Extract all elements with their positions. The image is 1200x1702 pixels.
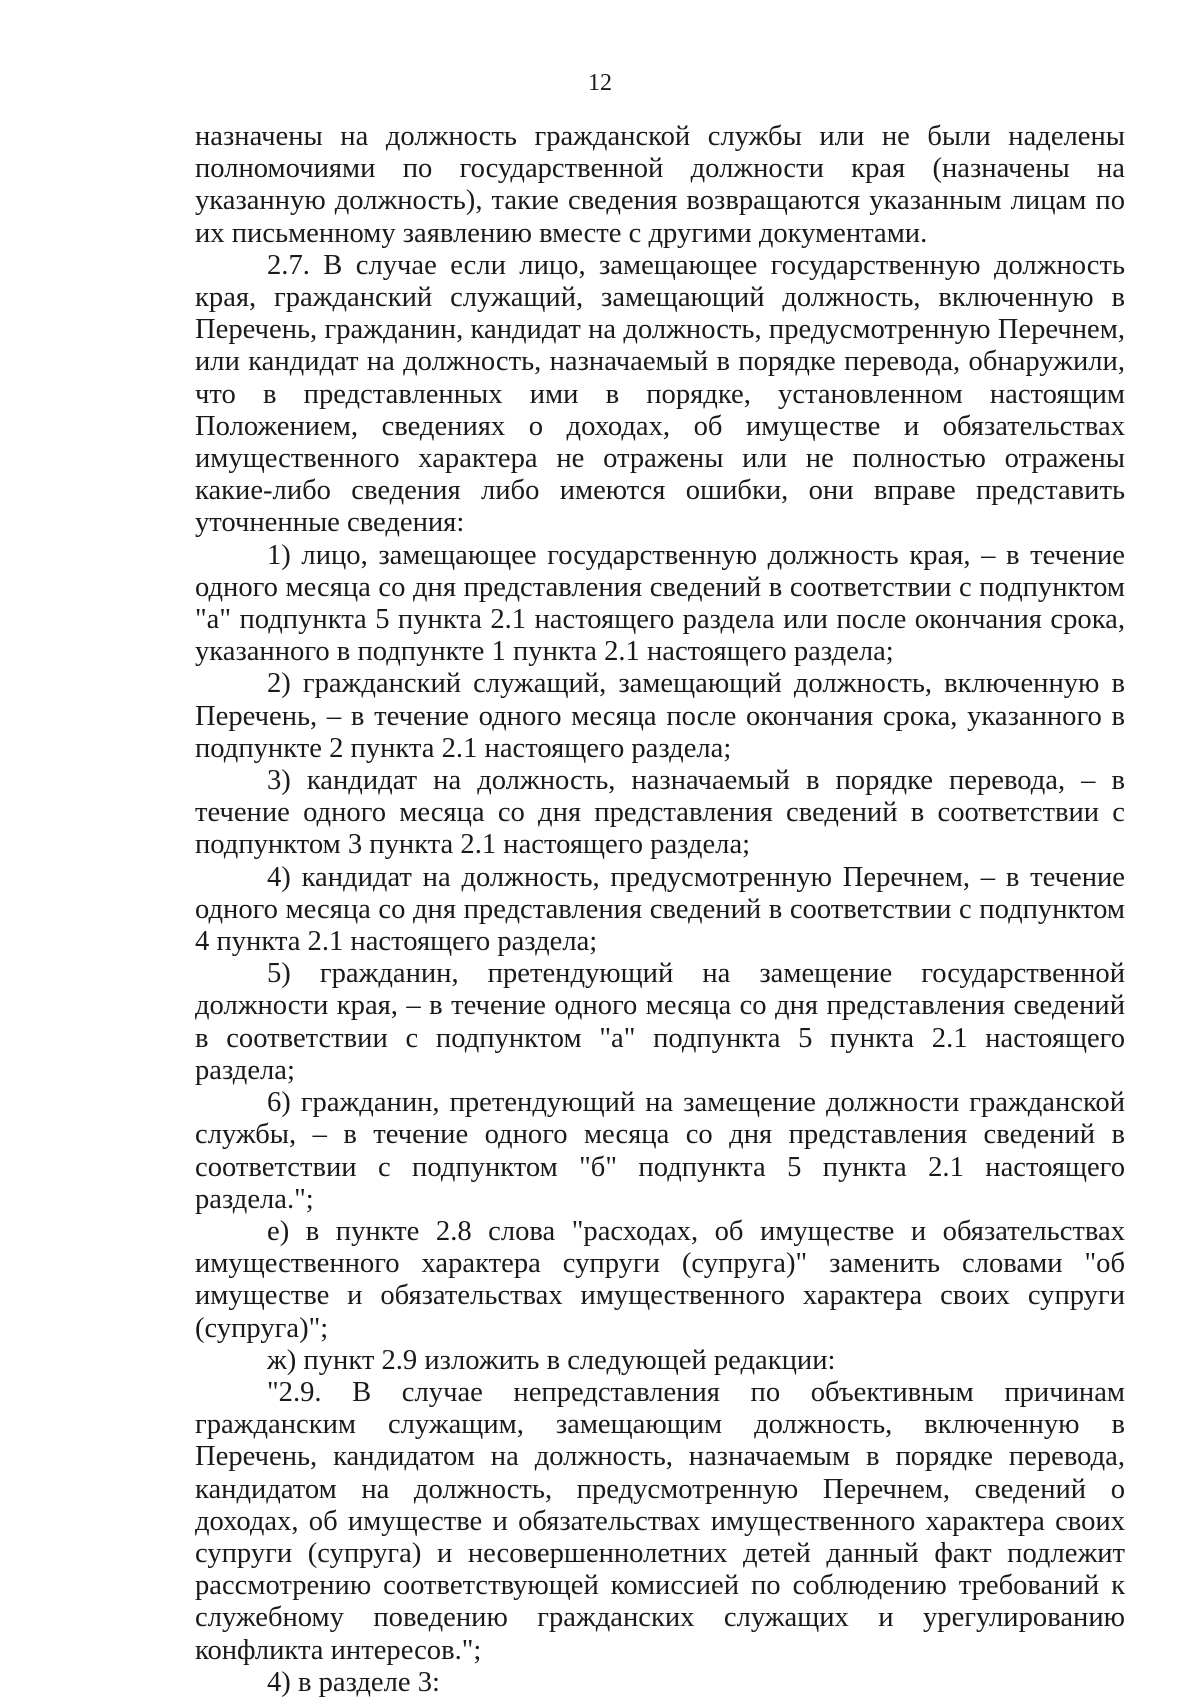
- paragraph-continuation: назначены на должность гражданской службы или не были наделены полномочиями по государственной должности края (назначены на указанную должность), такие сведения возвращаются указанным лицам по их письменному заявлению вместе с другими документами.: [195, 121, 1125, 249]
- page-number: 12: [588, 70, 612, 96]
- list-item-5: 5) гражданин, претендующий на замещение государственной должности края, – в течение одного месяца со дня представления сведений в соответствии с подпунктом "а" подпункта 5 пункта 2.1 настоящего раздела;: [195, 958, 1125, 1086]
- list-item-3: 3) кандидат на должность, назначаемый в порядке перевода, – в течение одного месяца со дня представления сведений в соответствии с подпунктом 3 пункта 2.1 настоящего раздела;: [195, 765, 1125, 861]
- amendment-zh: ж) пункт 2.9 изложить в следующей редакции:: [267, 1344, 836, 1376]
- list-item-1: 1) лицо, замещающее государственную должность края, – в течение одного месяца со дня представления сведений в соответствии с подпунктом "а" подпункта 5 пункта 2.1 настоящего раздела или после окончания срока, указанного в подпункте 1 пункта 2.1 настоящего раздела;: [195, 539, 1125, 668]
- list-item-4: 4) кандидат на должность, предусмотренную Перечнем, – в течение одного месяца со дня представления сведений в соответствии с подпунктом 4 пункта 2.1 настоящего раздела;: [195, 861, 1125, 958]
- document-body: [195, 121, 1125, 1699]
- section-3-heading: 4) в разделе 3:: [267, 1666, 440, 1698]
- list-item-2: 2) гражданский служащий, замещающий должность, включенную в Перечень, – в течение одного месяца после окончания срока, указанного в подпункте 2 пункта 2.1 настоящего раздела;: [195, 668, 1125, 764]
- paragraph-2-7: 2.7. В случае если лицо, замещающее государственную должность края, гражданский служащий, замещающий должность, включенную в Перечень, гражданин, кандидат на должность, предусмотренную Перечнем, или кандидат на должность, назначаемый в порядке перевода, обнаружили, что в представленных ими в порядке, установленном настоящим Положением, сведениях о доходах, об имуществе и обязательствах имущественного характера не отражены или не полностью отражены какие-либо сведения либо имеются ошибки, они вправе представить уточненные сведения:: [195, 249, 1125, 539]
- list-item-6: 6) гражданин, претендующий на замещение должности гражданской службы, – в течение одного месяца со дня представления сведений в соответствии с подпунктом "б" подпункта 5 пункта 2.1 настоящего раздела.";: [195, 1087, 1125, 1215]
- paragraph-2-9: "2.9. В случае непредставления по объективным причинам гражданским служащим, замещающим должность, включенную в Перечень, кандидатом на должность, назначаемым в порядке перевода, кандидатом на должность, предусмотренную Перечнем, сведений о доходах, об имуществе и обязательствах имущественного характера своих супруги (супруга) и несовершеннолетних детей данный факт подлежит рассмотрению соответствующей комиссией по соблюдению требований к служебному поведению гражданских служащих и урегулированию конфликта интересов.";: [195, 1376, 1125, 1666]
- amendment-e: е) в пункте 2.8 слова "расходах, об имуществе и обязательствах имущественного характера супруги (супруга)" заменить словами "об имуществе и обязательствах имущественного характера своих супруги (супруга)";: [195, 1215, 1125, 1344]
